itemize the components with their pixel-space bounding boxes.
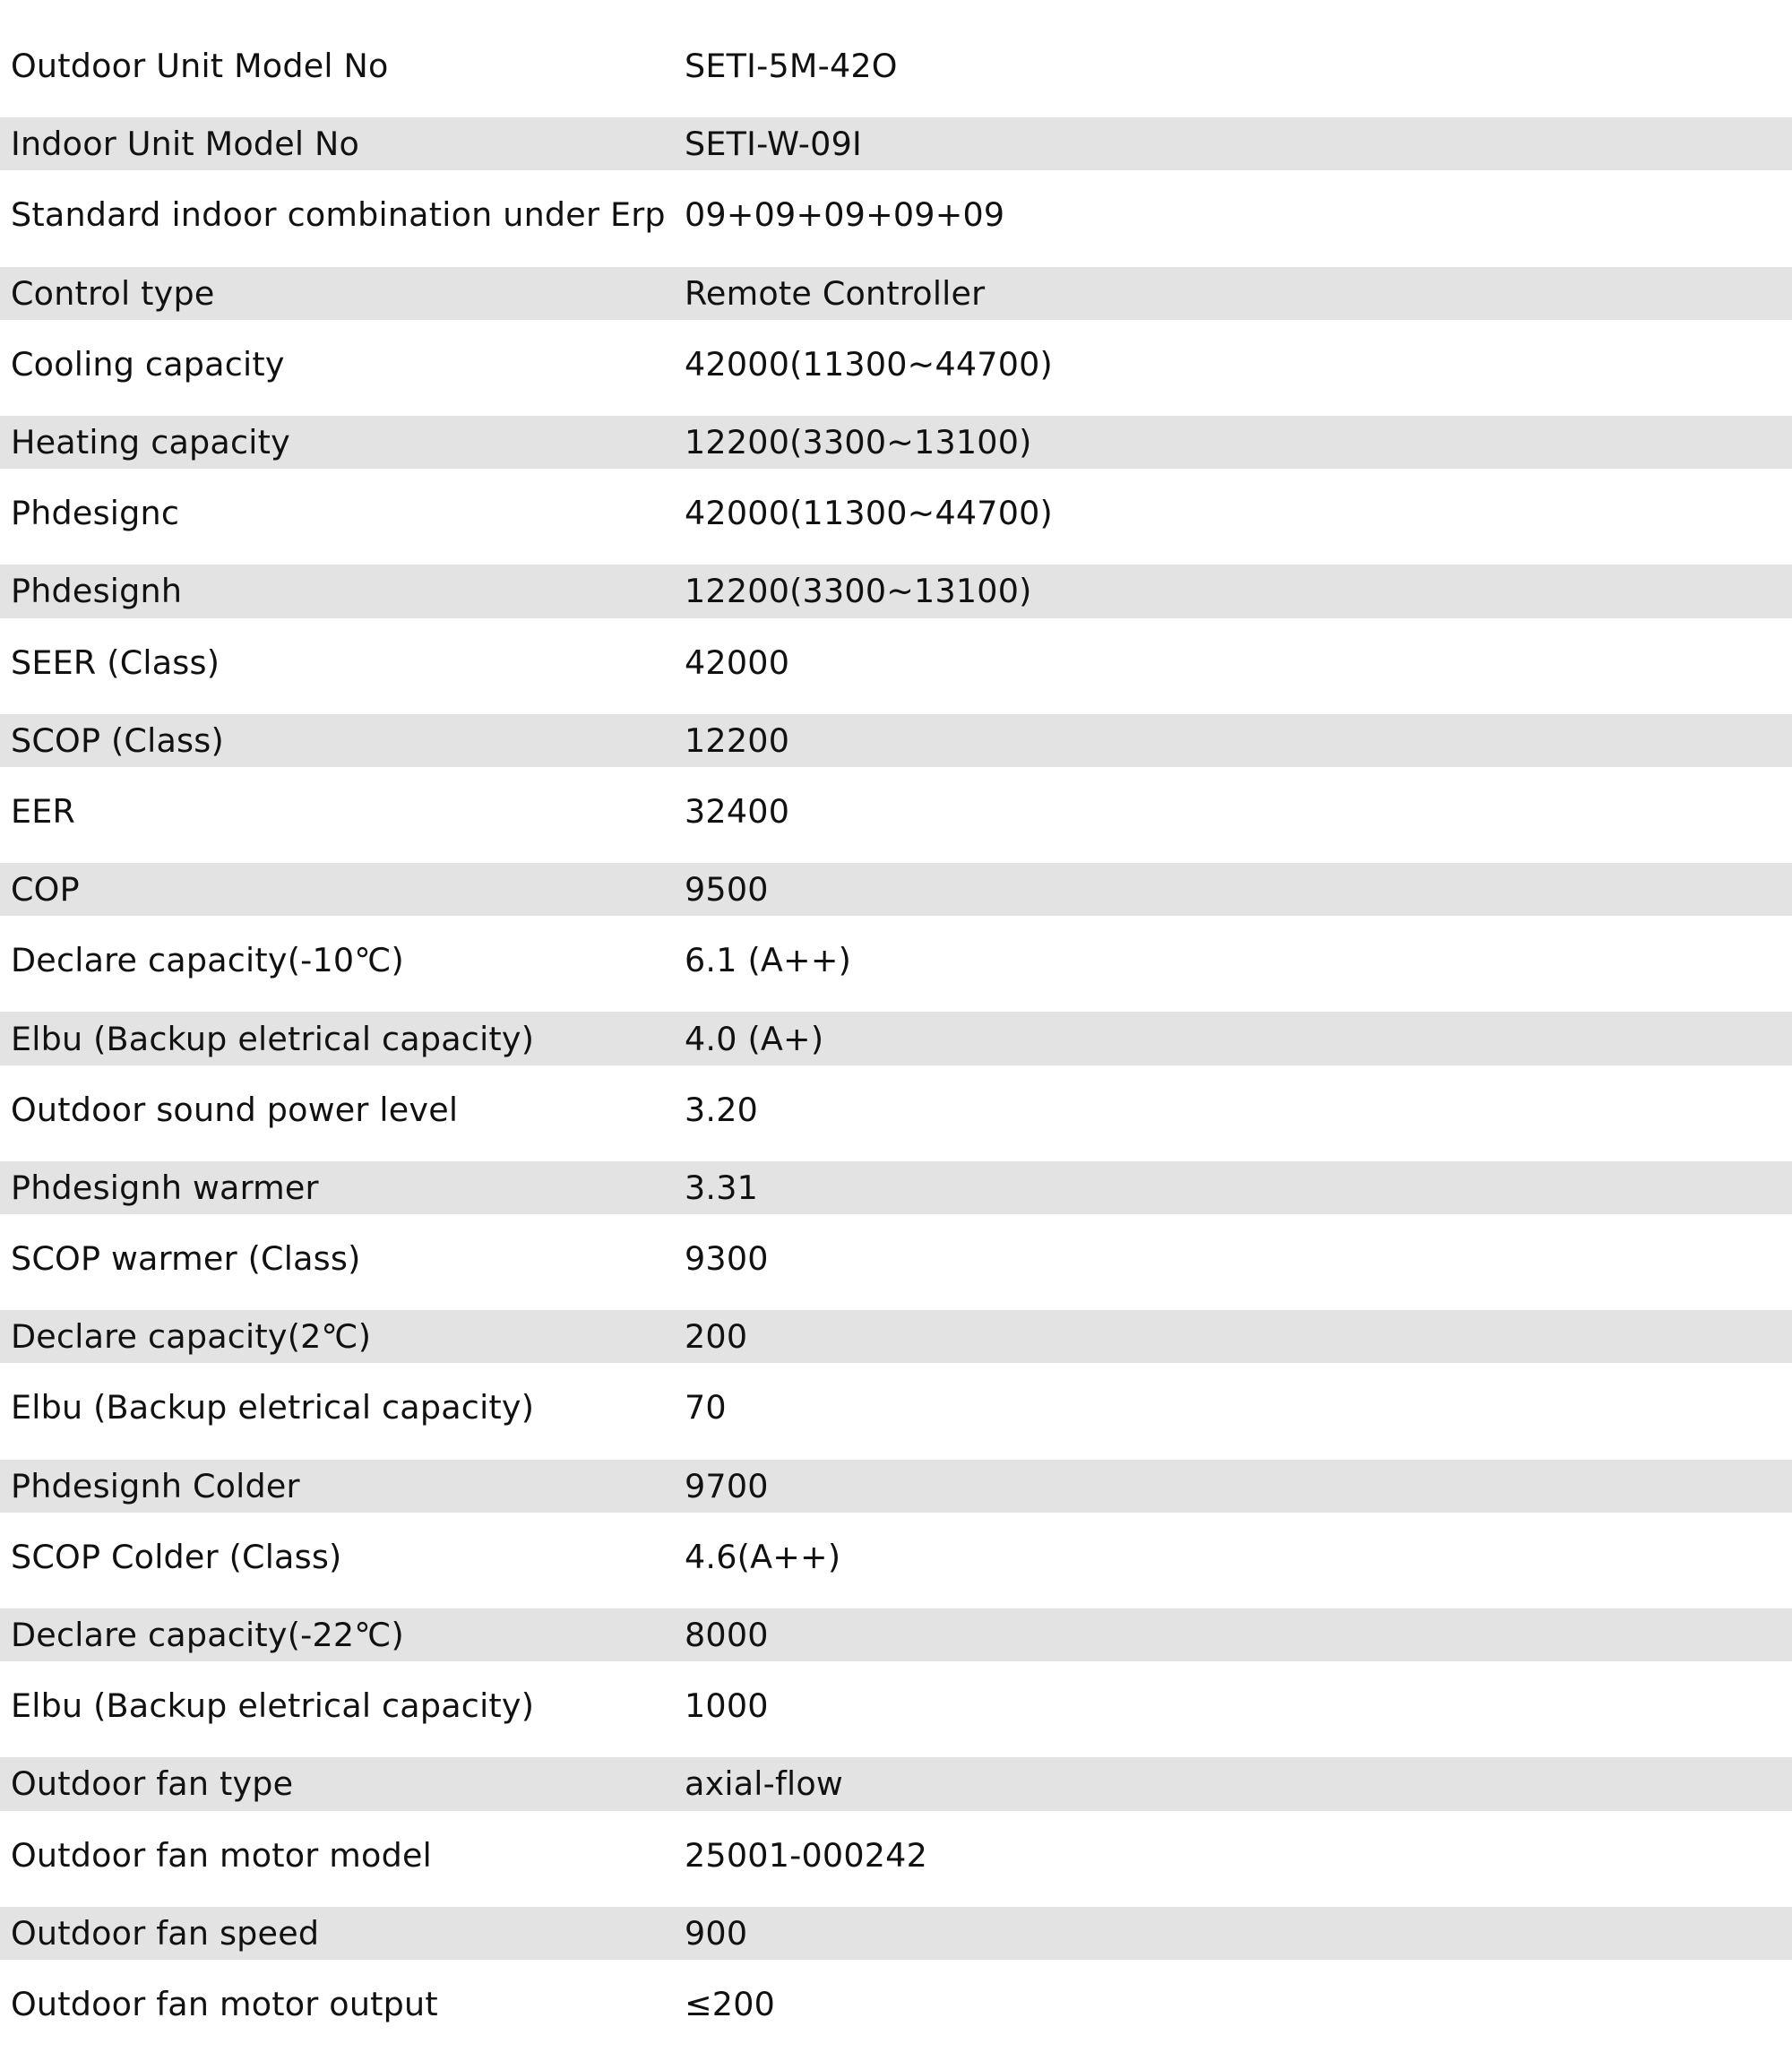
spec-value: 32400 (685, 791, 790, 831)
spec-label: Cooling capacity (11, 344, 285, 384)
spec-value: 12200(3300~13100) (685, 572, 1032, 611)
spec-value: 42000 (685, 642, 790, 682)
spec-label: Declare capacity(2℃) (11, 1317, 372, 1357)
spec-row-declare-capacity-minus-22 (0, 1608, 1792, 1661)
spec-row-elbu-1 (0, 1012, 1792, 1065)
spec-row-outdoor-fan-motor-model (0, 1811, 1792, 1885)
spec-value: 200 (685, 1317, 748, 1357)
spec-label: Outdoor Unit Model No (11, 47, 389, 86)
spec-row-scop-warmer (0, 1214, 1792, 1289)
spec-row-scop-colder (0, 1513, 1792, 1587)
spec-label: Outdoor sound power level (11, 1090, 459, 1129)
spec-row-scop (0, 714, 1792, 767)
spec-label: Declare capacity(-22℃) (11, 1616, 404, 1655)
spec-value: 42000(11300~44700) (685, 494, 1053, 533)
spec-value: 900 (685, 1913, 748, 1953)
spec-row-control-type (0, 267, 1792, 320)
spec-label: Outdoor fan type (11, 1764, 294, 1804)
spec-value: 6.1 (A++) (685, 941, 852, 980)
spec-row-outdoor-unit-model (0, 22, 1792, 96)
spec-row-heating-capacity (0, 416, 1792, 469)
spec-value: 09+09+09+09+09 (685, 195, 1005, 235)
spec-value: 4.6(A++) (685, 1537, 841, 1576)
spec-row-indoor-combination (0, 170, 1792, 245)
spec-label: COP (11, 870, 80, 910)
spec-row-elbu-3 (0, 1661, 1792, 1736)
spec-row-outdoor-fan-motor-output (0, 1960, 1792, 2034)
spec-row-indoor-unit-model (0, 117, 1792, 170)
spec-label: Elbu (Backup eletrical capacity) (11, 1686, 535, 1726)
spec-row-outdoor-fan-speed (0, 1907, 1792, 1960)
spec-value: Remote Controller (685, 273, 986, 313)
spec-label: Outdoor fan motor output (11, 1984, 438, 2023)
spec-row-outdoor-sound-power (0, 1065, 1792, 1140)
spec-value: 8000 (685, 1616, 769, 1655)
spec-row-declare-capacity-minus-10 (0, 916, 1792, 990)
spec-label: Phdesignh Colder (11, 1466, 300, 1505)
spec-label: Elbu (Backup eletrical capacity) (11, 1019, 535, 1058)
spec-row-outdoor-fan-type (0, 1757, 1792, 1810)
spec-label: Phdesignc (11, 494, 180, 533)
spec-value: 25001-000242 (685, 1835, 928, 1875)
spec-value: 12200(3300~13100) (685, 423, 1032, 462)
spec-value: 42000(11300~44700) (685, 344, 1053, 384)
spec-label: Declare capacity(-10℃) (11, 941, 404, 980)
spec-value: SETI-W-09I (685, 125, 862, 164)
spec-label: SCOP (Class) (11, 720, 224, 760)
spec-value: 4.0 (A+) (685, 1019, 824, 1058)
spec-value: 1000 (685, 1686, 769, 1726)
spec-value: axial-flow (685, 1764, 843, 1804)
spec-value: ≤200 (685, 1984, 776, 2023)
spec-value: 9300 (685, 1239, 769, 1279)
spec-label: Outdoor fan motor model (11, 1835, 432, 1875)
spec-value: SETI-5M-42O (685, 47, 898, 86)
spec-label: EER (11, 791, 76, 831)
spec-label: Elbu (Backup eletrical capacity) (11, 1388, 535, 1427)
spec-label: Indoor Unit Model No (11, 125, 360, 164)
spec-value: 9700 (685, 1466, 769, 1505)
spec-label: SEER (Class) (11, 642, 220, 682)
spec-label: SCOP warmer (Class) (11, 1239, 361, 1279)
spec-value: 70 (685, 1388, 727, 1427)
spec-label: Control type (11, 273, 215, 313)
spec-row-elbu-2 (0, 1363, 1792, 1437)
spec-label: SCOP Colder (Class) (11, 1537, 342, 1576)
spec-row-phdesignh (0, 565, 1792, 617)
spec-label: Outdoor fan speed (11, 1913, 320, 1953)
spec-value: 3.31 (685, 1168, 759, 1207)
spec-value: 3.20 (685, 1090, 759, 1129)
spec-row-declare-capacity-2 (0, 1310, 1792, 1363)
spec-label: Phdesignh warmer (11, 1168, 319, 1207)
spec-row-cooling-capacity (0, 320, 1792, 394)
spec-row-phdesignc (0, 469, 1792, 543)
spec-table (0, 22, 1792, 2034)
spec-label: Standard indoor combination under Erp (11, 195, 666, 235)
spec-row-seer (0, 618, 1792, 693)
spec-label: Phdesignh (11, 572, 183, 611)
spec-row-eer (0, 767, 1792, 841)
spec-row-cop (0, 863, 1792, 916)
spec-value: 12200 (685, 720, 790, 760)
spec-value: 9500 (685, 870, 769, 910)
spec-row-phdesignh-colder (0, 1460, 1792, 1513)
spec-label: Heating capacity (11, 423, 290, 462)
spec-row-phdesignh-warmer (0, 1161, 1792, 1214)
